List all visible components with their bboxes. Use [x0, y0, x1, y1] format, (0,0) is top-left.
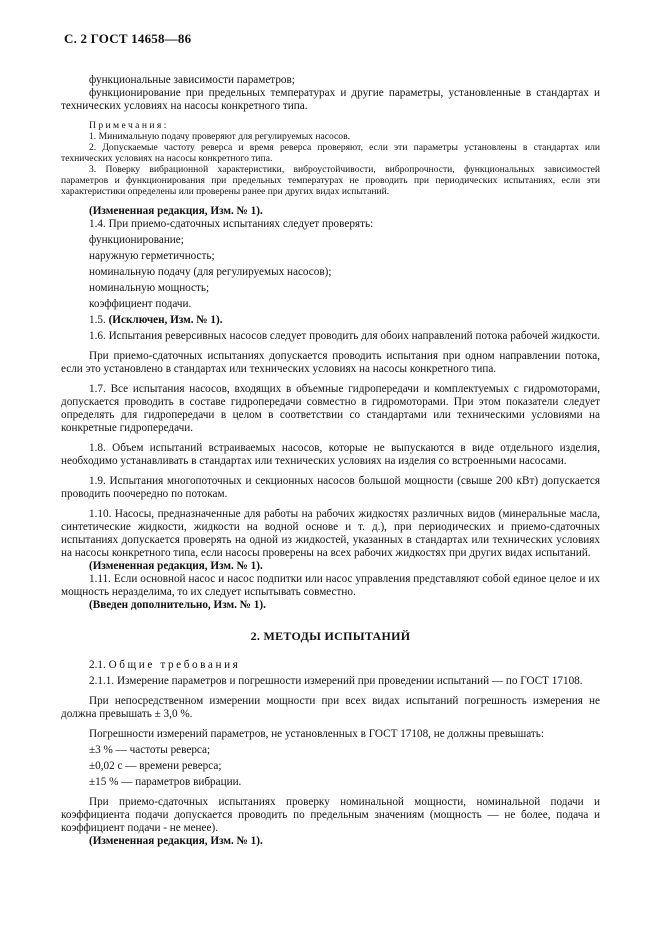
clause-1-9: 1.9. Испытания многопоточных и секционных насосов большой мощности (свыше 200 кВт) допускается проводить поочередно по потокам.	[61, 475, 600, 500]
list-item: ±3 % — частоты реверса;	[89, 744, 211, 756]
section-title: 2. МЕТОДЫ ИСПЫТАНИЙ	[250, 629, 411, 643]
text-paragraph: функционирование при предельных температурах и другие параметры, установленные в стандартах и технических условиях на насосы конкретного типа.	[61, 87, 600, 112]
clause-2-1	[89, 659, 600, 672]
text-paragraph: При непосредственном измерении мощности при всех видах испытаний погрешность измерения не должна превышать ± 3,0 %.	[61, 695, 600, 720]
document-body	[61, 74, 600, 848]
clause-number: 2.1.	[89, 659, 106, 671]
page-header: С. 2 ГОСТ 14658—86	[64, 31, 192, 46]
list-item: номинальную подачу (для регулируемых насосов);	[89, 266, 332, 278]
list-item: номинальную мощность;	[89, 282, 210, 294]
clause-1-4: 1.4. При приемо-сдаточных испытаниях следует проверять:	[89, 218, 374, 230]
list-item: коэффициент подачи.	[89, 298, 192, 310]
edition-note: (Введен дополнительно, Изм. № 1).	[89, 599, 266, 611]
edition-note: (Измененная редакция, Изм. № 1).	[89, 560, 263, 572]
text-paragraph: При приемо-сдаточных испытаниях проверку номинальной мощности, номинальной подачи и коэффициента подачи допускается проводить по предельным значениям (мощность — не более, подача и коэффициент подачи - не менее).	[61, 796, 600, 834]
list-item: ±0,02 с — времени реверса;	[89, 760, 222, 772]
clause-1-11: 1.11. Если основной насос и насос подпитки или насос управления представляют собой единое целое и их мощность неразделима, то их следует испытывать совместно.	[61, 573, 600, 598]
list-item: наружную герметичность;	[89, 250, 215, 262]
list-item: ±15 % — параметров вибрации.	[89, 776, 242, 788]
clause-1-8: 1.8. Объем испытаний встраиваемых насосов, которые не выпускаются в виде отдельного изделия, необходимо устанавливать в стандартах или технических условиях на изделия со встроенными насосами.	[61, 442, 600, 467]
clause-1-7: 1.7. Все испытания насосов, входящих в объемные гидропередачи и комплектуемых с гидромоторами, допускается проводить в составе гидропередачи совместно в гидромоторами. При этом показатели следует определять для гидропередачи в целом в соответствии со стандартами или техническими условиями на конкретные гидропередачи.	[61, 383, 600, 434]
note-2: 2. Допускаемые частоту реверса и время реверса проверяют, если эти параметры установлены в стандартах или технических условиях на насосы конкретного типа.	[61, 142, 600, 164]
clause-1-5	[89, 314, 600, 327]
notes-heading: Примечания:	[89, 120, 169, 131]
clause-2-1-1: 2.1.1. Измерение параметров и погрешности измерений при проведении испытаний — по ГОСТ 17108.	[89, 675, 583, 687]
edition-note: (Измененная редакция, Изм. № 1).	[89, 205, 263, 217]
text-paragraph: Погрешности измерений параметров, не установленных в ГОСТ 17108, не должны превышать:	[89, 728, 545, 740]
clause-text: (Исключен, Изм. № 1).	[108, 314, 223, 326]
clause-1-10: 1.10. Насосы, предназначенные для работы на рабочих жидкостях различных видов (минеральные масла, синтетические жидкости, жидкости на водной основе и т. д.), при периодических и приемо-сдаточных испытаниях допускается проверять на одной из жидкостей, указанных в стандартах или технических условиях на насосы конкретного типа, если насосы проверены на всех рабочих жидкостях при других видах испытаний.	[61, 508, 600, 559]
note-3: 3. Поверку вибрационной характеристики, виброустойчивости, вибропрочности, функциональных зависимостей параметров и функционирования при предельных температурах не проводить при периодических испытаниях, если эти характеристики определены или проверены ранее при других видах испытаний.	[61, 164, 600, 197]
edition-note: (Измененная редакция, Изм. № 1).	[89, 835, 263, 847]
list-item: функционирование;	[89, 234, 184, 246]
clause-number: 1.5.	[89, 314, 106, 326]
clause-heading: Общие требования	[108, 659, 241, 671]
text-line: функциональные зависимости параметров;	[89, 74, 295, 86]
note-1: 1. Минимальную подачу проверяют для регулируемых насосов.	[89, 131, 351, 142]
text-paragraph: При приемо-сдаточных испытаниях допускается проводить испытания при одном направлении потока, если это установлено в стандартах или технических условиях на насосы конкретного типа.	[61, 350, 600, 375]
clause-1-6: 1.6. Испытания реверсивных насосов следует проводить для обоих направлений потока рабочей жидкости.	[89, 330, 600, 342]
